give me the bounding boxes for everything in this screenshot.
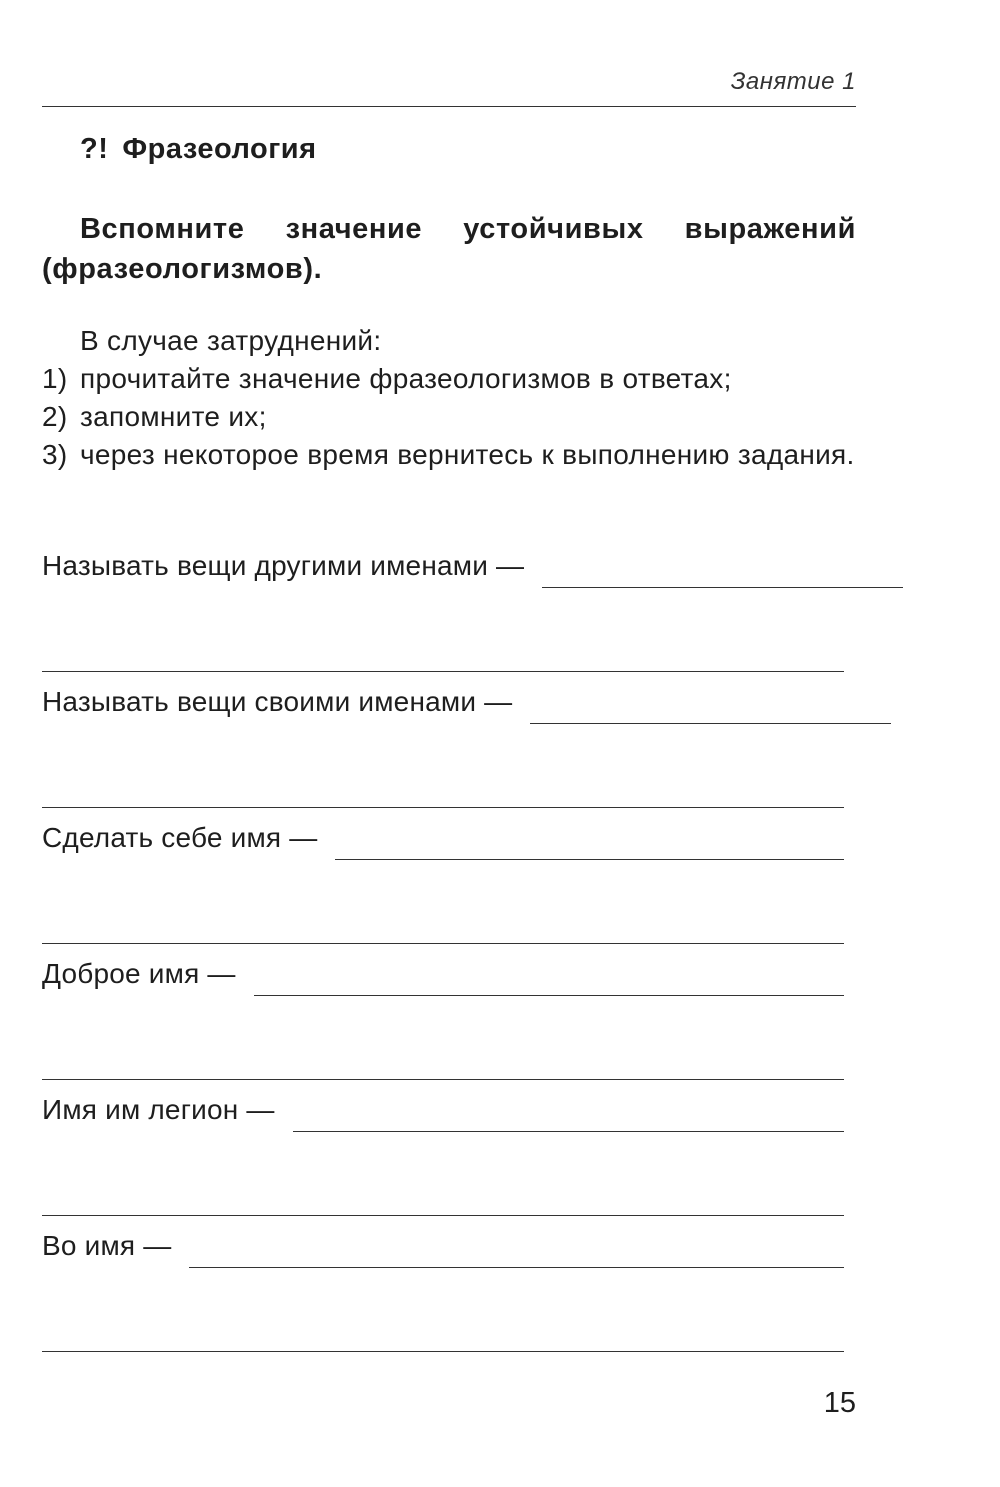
exercise-term: Доброе имя — — [42, 958, 236, 989]
answer-line-1[interactable] — [542, 559, 903, 588]
answer-line-1[interactable] — [335, 831, 844, 860]
answer-line-1[interactable] — [254, 967, 844, 996]
exercise-term: Во имя — — [42, 1230, 172, 1261]
hint-block — [42, 322, 856, 474]
exercise-term: Называть вещи другими именами — — [42, 550, 525, 581]
section-title-text: Фразеология — [122, 133, 317, 165]
answer-line-2[interactable] — [42, 779, 844, 808]
exercise-item — [42, 684, 844, 808]
hint-step-number: 2) — [42, 401, 68, 432]
answer-line-2[interactable] — [42, 1323, 844, 1352]
exercise-item — [42, 1228, 844, 1352]
hint-step-text: через некоторое время вернитесь к выполнению задания. — [80, 439, 855, 470]
exercise-term: Сделать себе имя — — [42, 822, 318, 853]
answer-line-2[interactable] — [42, 1187, 844, 1216]
exercise-item — [42, 820, 844, 944]
exercise-item — [42, 548, 844, 672]
task-instruction: Вспомните значение устойчивых выражений (фразеологизмов). — [42, 213, 856, 285]
exercise-term: Имя им легион — — [42, 1094, 275, 1125]
exercise-item — [42, 1092, 844, 1216]
answer-line-1[interactable] — [293, 1103, 844, 1132]
hint-step — [42, 436, 856, 474]
header-divider — [42, 106, 856, 107]
section-marker: ?! — [80, 133, 109, 165]
hint-intro: В случае затруднений: — [80, 325, 382, 356]
section-title — [80, 133, 317, 166]
hint-step-number: 3) — [42, 439, 68, 470]
lesson-label: Занятие 1 — [730, 68, 856, 95]
hint-step — [42, 398, 856, 436]
answer-line-1[interactable] — [189, 1239, 844, 1268]
hint-step — [42, 360, 856, 398]
page-number: 15 — [823, 1387, 856, 1419]
exercise-item — [42, 956, 844, 1080]
answer-line-1[interactable] — [530, 695, 891, 724]
exercise-term: Называть вещи своими именами — — [42, 686, 513, 717]
hint-steps — [42, 360, 856, 474]
hint-step-text: прочитайте значение фразеологизмов в ответах; — [80, 363, 732, 394]
hint-step-text: запомните их; — [80, 401, 267, 432]
answer-line-2[interactable] — [42, 643, 844, 672]
answer-line-2[interactable] — [42, 1051, 844, 1080]
answer-line-2[interactable] — [42, 915, 844, 944]
hint-step-number: 1) — [42, 363, 68, 394]
